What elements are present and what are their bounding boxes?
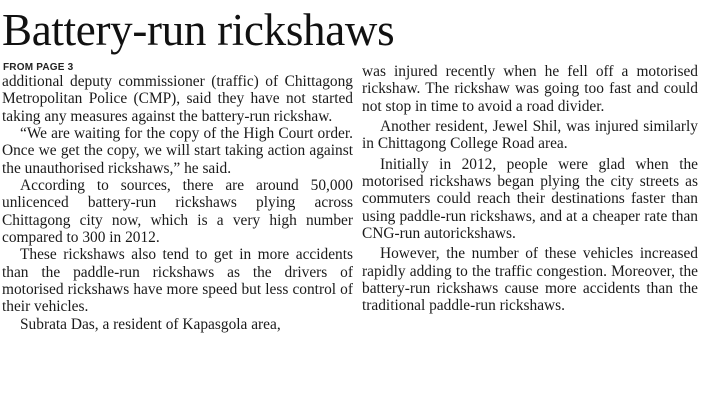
paragraph: was injured recently when he fell off a motorised rickshaw. The rickshaw was going too fast and could not stop in time to avoid a road divider.: [362, 63, 698, 115]
headline: Battery-run rickshaws: [2, 5, 395, 55]
article-column-left: [2, 62, 353, 333]
paragraph: According to sources, there are around 50,000 unlicenced battery-run rickshaws plying across Chittagong city now, which is a very high number compared to 300 in 2012.: [2, 177, 353, 247]
paragraph: Another resident, Jewel Shil, was injured similarly in Chittagong College Road area.: [362, 118, 698, 153]
paragraph: Subrata Das, a resident of Kapasgola area,: [20, 315, 281, 333]
paragraph: additional deputy commissioner (traffic) of Chittagong Metropolitan Police (CMP), said they have not started taking any measures against the battery-run rickshaw.: [2, 73, 353, 125]
continuation-kicker: FROM PAGE 3: [3, 62, 74, 73]
article-column-right: [362, 63, 698, 315]
paragraph: “We are waiting for the copy of the High Court order. Once we get the copy, we will start taking action against the unauthorised rickshaws,” he said.: [2, 125, 353, 177]
paragraph: However, the number of these vehicles increased rapidly adding to the traffic congestion. Moreover, the battery-run rickshaws cause more accidents than the traditional paddle-run rickshaws.: [362, 245, 698, 315]
paragraph: Initially in 2012, people were glad when the motorised rickshaws began plying the city streets as commuters could reach their destinations faster than using paddle-run rickshaws, and at a cheaper rate than CNG-run autorickshaws.: [362, 155, 698, 243]
paragraph: These rickshaws also tend to get in more accidents than the paddle-run rickshaws as the drivers of motorised rickshaws have more speed but less control of their vehicles.: [2, 246, 353, 316]
